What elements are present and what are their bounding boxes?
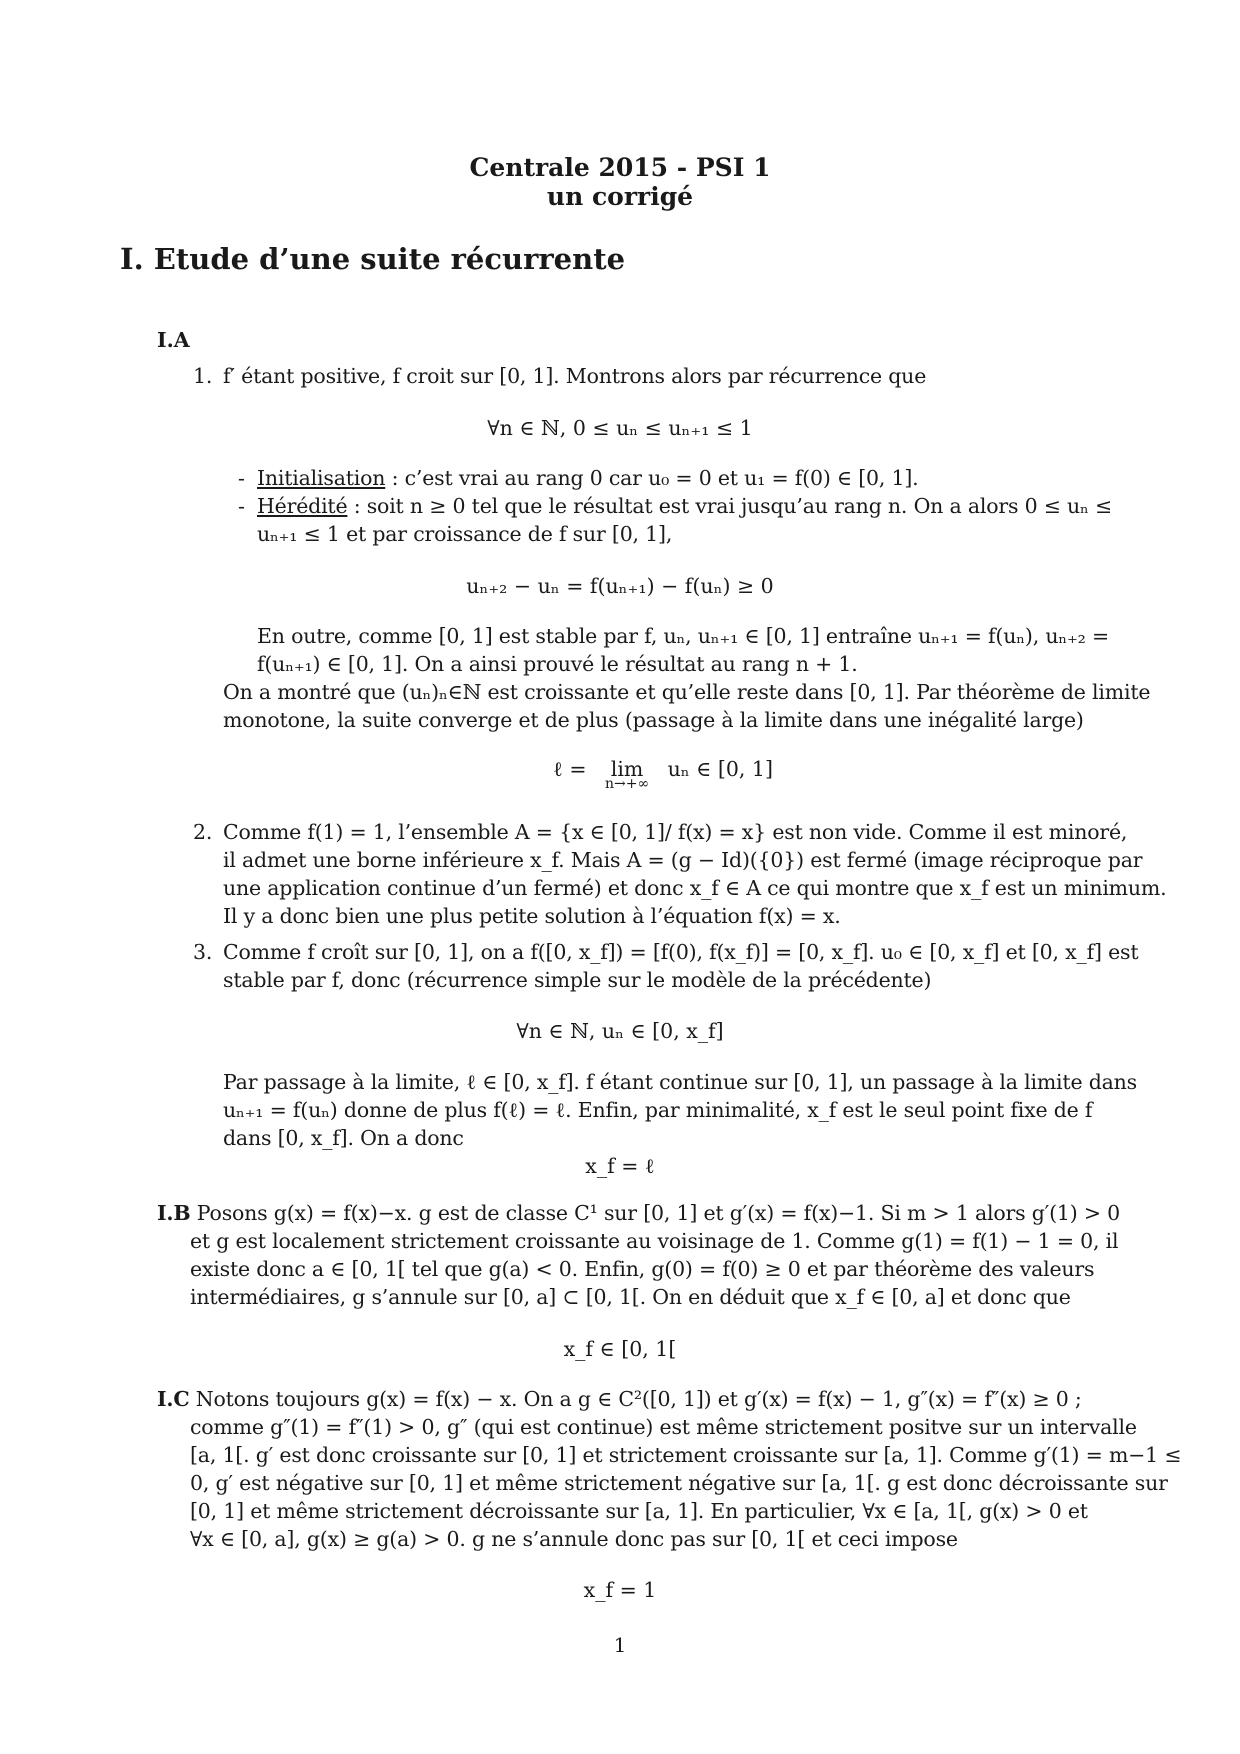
item1-paragraph1-line1: En outre, comme [0, 1] est stable par f, uₙ, uₙ₊₁ ∈ [0, 1] entraîne uₙ₊₁ = f(uₙ), uₙ₊₂ = <box>257 624 1109 648</box>
document-title: Centrale 2015 - PSI 1 <box>469 153 771 182</box>
initialisation-label: Initialisation <box>257 466 386 490</box>
equation-IB-result: x_f ∈ [0, 1[ <box>563 1337 677 1361</box>
item2-line2: il admet une borne inférieure x_f. Mais A = (g − Id)({0}) est fermé (image réciproque par <box>223 848 1143 872</box>
limit-rhs: uₙ ∈ [0, 1] <box>667 757 773 781</box>
IC-line5: [0, 1] et même strictement décroissante sur [a, 1]. En particulier, ∀x ∈ [a, 1[, g(x) > 0 et <box>190 1499 1088 1523</box>
limit-lim: lim <box>610 757 644 781</box>
subsection-label-IC: I.C <box>157 1387 190 1411</box>
page-number: 1 <box>613 1633 627 1657</box>
item3-line1: Comme f croît sur [0, 1], on a f([0, x_f]) = [f(0), f(x_f)] = [0, x_f]. u₀ ∈ [0, x_f] et [0, x_f] est <box>223 940 1139 964</box>
IC-line2: comme g″(1) = f″(1) > 0, g″ (qui est continue) est même strictement positve sur un intervalle <box>190 1415 1137 1439</box>
IC-line3: [a, 1[. g′ est donc croissante sur [0, 1] et strictement croissante sur [a, 1]. Comme g′(1) = m−1 ≤ <box>190 1443 1182 1467</box>
item3-line4: uₙ₊₁ = f(uₙ) donne de plus f(ℓ) = ℓ. Enfin, par minimalité, x_f est le seul point fixe de f <box>223 1098 1093 1122</box>
heredite-label: Hérédité <box>257 494 348 518</box>
heredite-text: : soit n ≥ 0 tel que le résultat est vrai jusqu’au rang n. On a alors 0 ≤ uₙ ≤ <box>347 494 1113 518</box>
IB-paragraph-line1 <box>157 1200 1120 1226</box>
subsection-label-IB: I.B <box>157 1201 191 1225</box>
item2-line1: Comme f(1) = 1, l’ensemble A = {x ∈ [0, 1]/ f(x) = x} est non vide. Comme il est minoré, <box>223 820 1128 844</box>
initialisation-paragraph <box>257 465 918 491</box>
IB-line3: existe donc a ∈ [0, 1[ tel que g(a) < 0. Enfin, g(0) = f(0) ≥ 0 et par théorème des valeurs <box>190 1257 1095 1281</box>
heredite-paragraph <box>257 493 1112 519</box>
section-heading-I: I. Etude d’une suite récurrente <box>120 242 626 276</box>
item2-line4: Il y a donc bien une plus petite solution à l’équation f(x) = x. <box>223 904 841 928</box>
item1-paragraph2-line2: monotone, la suite converge et de plus (passage à la limite dans une inégalité large) <box>223 708 1084 732</box>
subsection-label-IA: I.A <box>157 328 190 352</box>
heredite-line2: uₙ₊₁ ≤ 1 et par croissance de f sur [0, 1], <box>257 522 673 546</box>
document-subtitle: un corrigé <box>546 182 694 211</box>
limit-operator <box>599 756 655 792</box>
limit-lhs: ℓ = <box>553 757 587 781</box>
item1-paragraph2-line1: On a montré que (uₙ)ₙ∈ℕ est croissante et qu’elle reste dans [0, 1]. Par théorème de limite <box>223 680 1151 704</box>
item-number-1: 1. <box>193 364 213 388</box>
item3-line2: stable par f, donc (récurrence simple sur le modèle de la précédente) <box>223 968 932 992</box>
IC-line6: ∀x ∈ [0, a], g(x) ≥ g(a) > 0. g ne s’annule donc pas sur [0, 1[ et ceci impose <box>190 1527 958 1551</box>
IC-paragraph-line1 <box>157 1386 1082 1412</box>
item3-line3: Par passage à la limite, ℓ ∈ [0, x_f]. f étant continue sur [0, 1], un passage à la limite dans <box>223 1070 1137 1094</box>
equation-xf-equals-ell: x_f = ℓ <box>585 1154 655 1178</box>
item-number-3: 3. <box>193 940 213 964</box>
limit-subscript: n→+∞ <box>604 776 650 792</box>
equation-bound: ∀n ∈ ℕ, uₙ ∈ [0, x_f] <box>516 1019 724 1043</box>
item2-line3: une application continue d’un fermé) et donc x_f ∈ A ce qui montre que x_f est un minimum. <box>223 876 1167 900</box>
IB-line4: intermédiaires, g s’annule sur [0, a] ⊂ [0, 1[. On en déduit que x_f ∈ [0, a] et donc que <box>190 1285 1071 1309</box>
initialisation-text: : c’est vrai au rang 0 car u₀ = 0 et u₁ = f(0) ∈ [0, 1]. <box>385 466 919 490</box>
equation-IC-result: x_f = 1 <box>583 1578 657 1602</box>
equation-difference: uₙ₊₂ − uₙ = f(uₙ₊₁) − f(uₙ) ≥ 0 <box>466 574 774 598</box>
item1-intro: f′ étant positive, f croit sur [0, 1]. Montrons alors par récurrence que <box>223 364 927 388</box>
IB-line1-text: Posons g(x) = f(x)−x. g est de classe C¹ sur [0, 1] et g′(x) = f(x)−1. Si m > 1 alors g′(1) > 0 <box>190 1201 1121 1225</box>
equation-induction-hypothesis: ∀n ∈ ℕ, 0 ≤ uₙ ≤ uₙ₊₁ ≤ 1 <box>487 416 753 440</box>
item1-paragraph1-line2: f(uₙ₊₁) ∈ [0, 1]. On a ainsi prouvé le résultat au rang n + 1. <box>257 652 858 676</box>
equation-limit <box>553 756 773 792</box>
IC-line1-text: Notons toujours g(x) = f(x) − x. On a g ∈ C²([0, 1]) et g′(x) = f(x) − 1, g″(x) = f″(x) ≥ 0 ; <box>189 1387 1082 1411</box>
init-dash: - <box>238 466 245 490</box>
item-number-2: 2. <box>193 820 213 844</box>
item3-line5: dans [0, x_f]. On a donc <box>223 1126 464 1150</box>
IC-line4: 0, g′ est négative sur [0, 1] et même strictement négative sur [a, 1[. g est donc décroissante sur <box>190 1471 1168 1495</box>
heredite-dash: - <box>238 494 245 518</box>
IB-line2: et g est localement strictement croissante au voisinage de 1. Comme g(1) = f(1) − 1 = 0, il <box>190 1229 1119 1253</box>
